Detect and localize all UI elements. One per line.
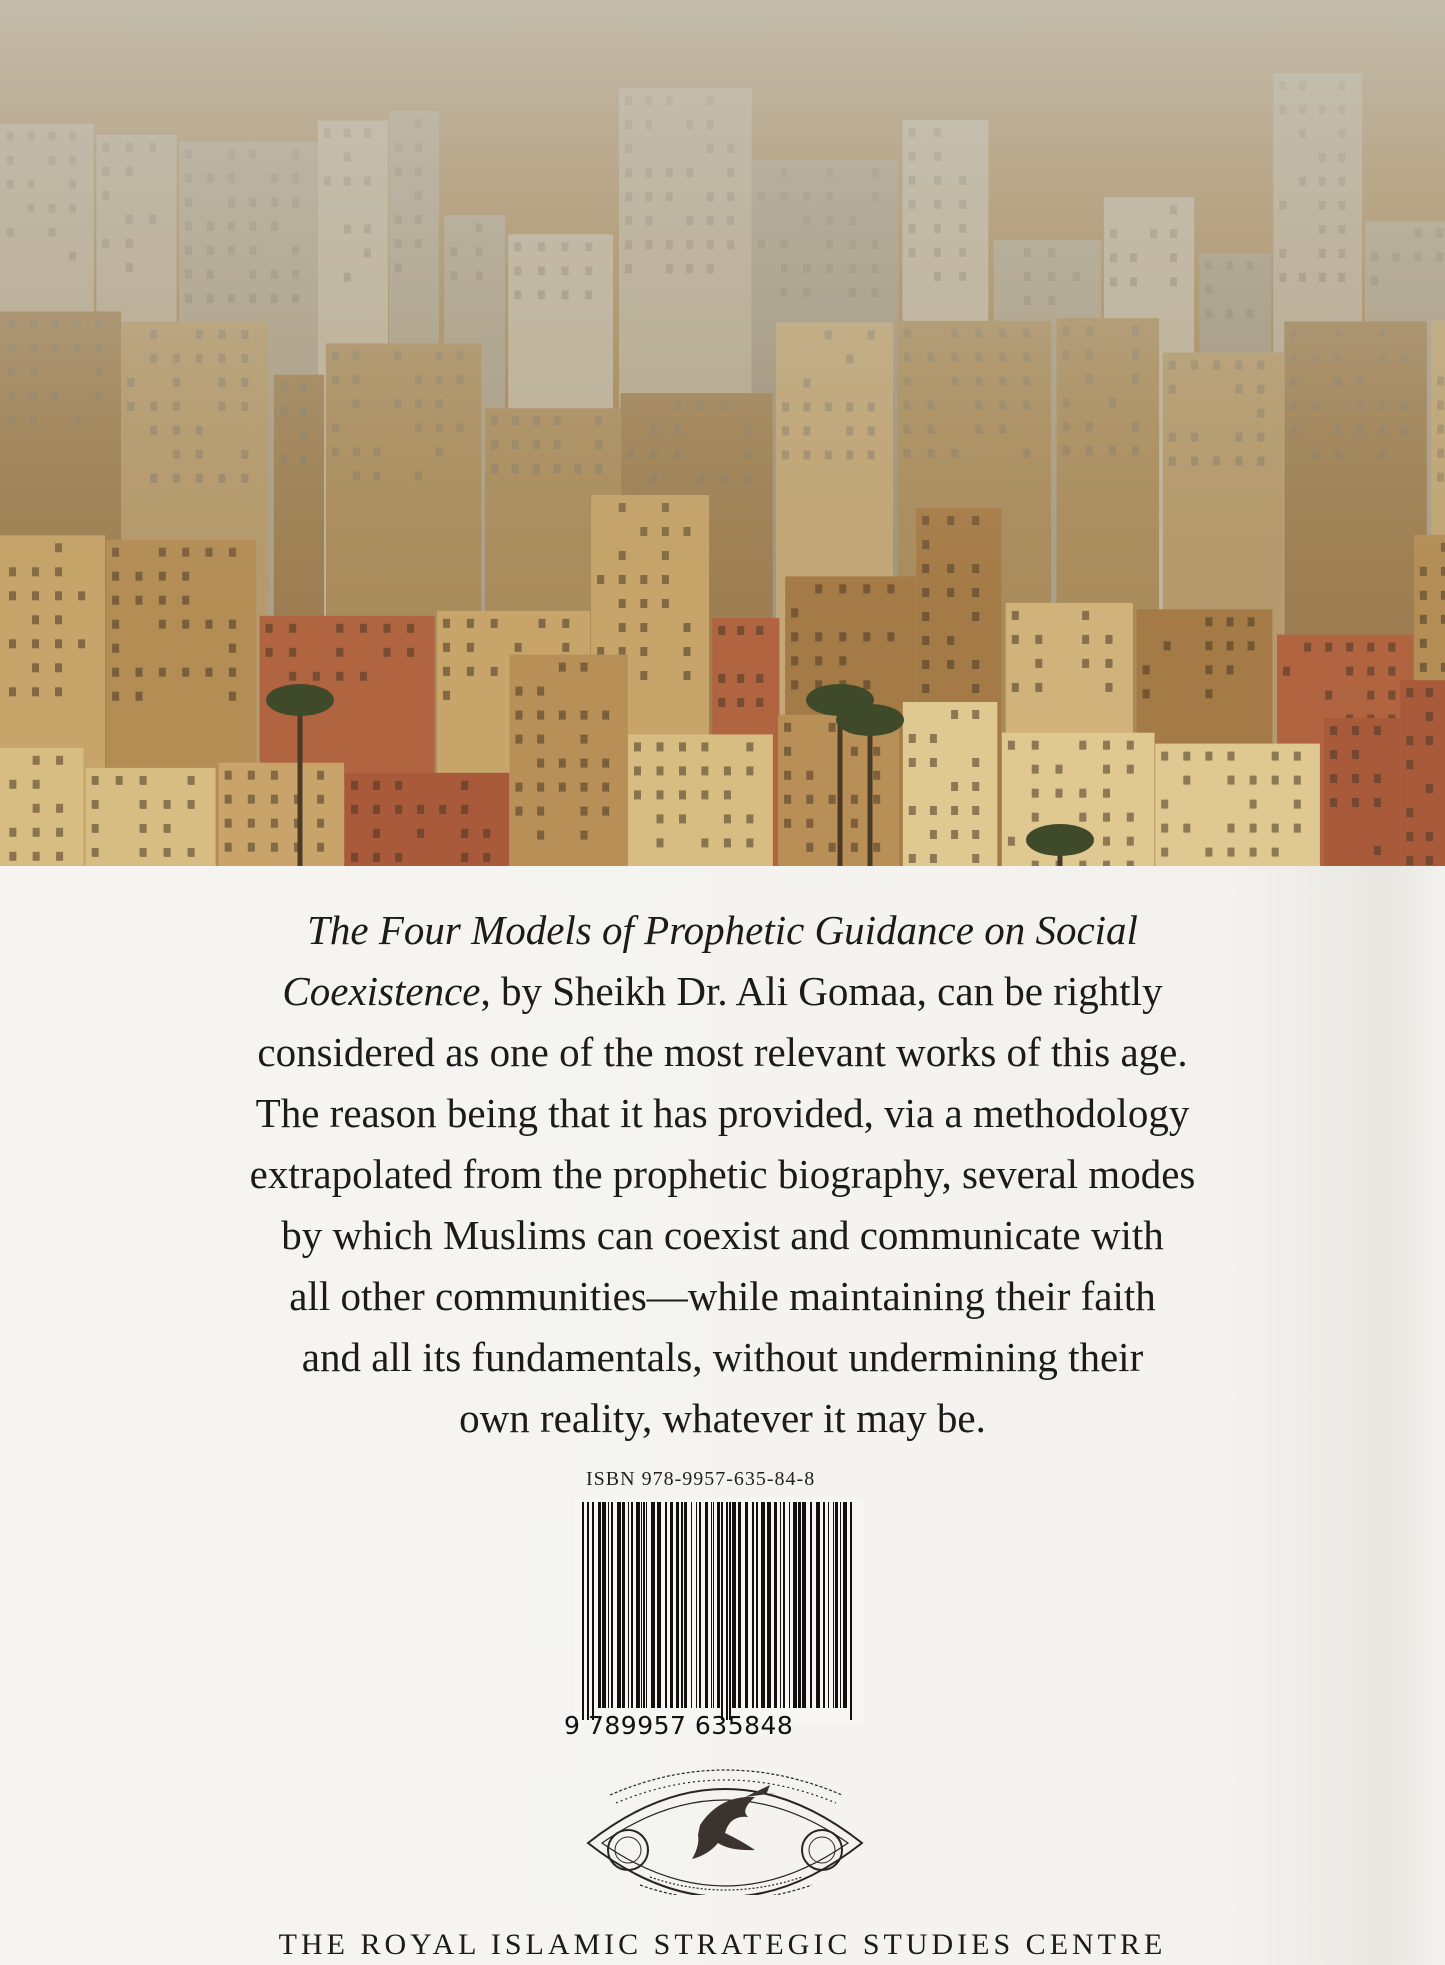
barcode-bar bbox=[699, 1502, 701, 1708]
barcode-bar bbox=[793, 1502, 797, 1708]
barcode-bar bbox=[717, 1502, 720, 1708]
barcode-bar bbox=[752, 1502, 754, 1708]
blurb-line-6: by which Muslims can coexist and communicate with bbox=[281, 1212, 1164, 1258]
blurb-line-8: and all its fundamentals, without undermining their bbox=[301, 1334, 1144, 1380]
cityscape-photo bbox=[0, 0, 1445, 866]
barcode-bar bbox=[761, 1502, 765, 1708]
barcode bbox=[574, 1498, 864, 1723]
blurb-line-5: extrapolated from the prophetic biography, several modes bbox=[249, 1151, 1196, 1197]
blurb-line-3: considered as one of the most relevant works of this age. bbox=[257, 1029, 1188, 1075]
isbn-label: ISBN 978-9957-635-84-8 bbox=[586, 1468, 816, 1490]
barcode-bar bbox=[705, 1502, 708, 1708]
barcode-bar bbox=[670, 1502, 673, 1708]
barcode-bar bbox=[657, 1502, 661, 1708]
publisher-name: THE ROYAL ISLAMIC STRATEGIC STUDIES CENTRE bbox=[278, 1928, 1167, 1961]
barcode-bar bbox=[823, 1502, 825, 1708]
barcode-bar bbox=[622, 1502, 625, 1708]
barcode-bar bbox=[810, 1502, 812, 1708]
blurb-line-1 bbox=[150, 900, 1295, 961]
barcode-bar bbox=[780, 1502, 781, 1708]
barcode-bar bbox=[833, 1502, 834, 1708]
barcode-bar bbox=[843, 1502, 847, 1708]
barcode-bar bbox=[592, 1502, 594, 1720]
barcode-digits: 789957 635848 bbox=[588, 1711, 794, 1740]
barcode-bar bbox=[641, 1502, 642, 1708]
barcode-bar bbox=[726, 1502, 728, 1720]
barcode-bar bbox=[738, 1502, 741, 1708]
barcode-bar bbox=[643, 1502, 645, 1708]
barcode-bar bbox=[802, 1502, 806, 1708]
barcode-bar bbox=[651, 1502, 655, 1708]
barcode-bar bbox=[732, 1502, 736, 1708]
cityscape-image bbox=[0, 0, 1445, 866]
barcode-first-digit: 9 bbox=[564, 1711, 580, 1740]
blurb-line-2-text: , by Sheikh Dr. Ali Gomaa, can be rightly bbox=[480, 968, 1163, 1014]
barcode-bar bbox=[628, 1502, 629, 1708]
barcode-bar bbox=[587, 1502, 589, 1720]
book-title-part-1: The Four Models of Prophetic Guidance on Social bbox=[307, 907, 1138, 953]
barcode-bar bbox=[850, 1502, 852, 1720]
barcode-bar bbox=[636, 1502, 640, 1708]
blurb-line-4: The reason being that it has provided, via a methodology bbox=[255, 1090, 1190, 1136]
barcode-bar bbox=[608, 1502, 609, 1708]
barcode-bar bbox=[684, 1502, 687, 1708]
barcode-bar bbox=[617, 1502, 621, 1708]
barcode-bar bbox=[774, 1502, 777, 1708]
barcode-bar bbox=[745, 1502, 748, 1708]
barcode-bar bbox=[721, 1502, 723, 1720]
book-title-part-2: Coexistence bbox=[282, 968, 481, 1014]
barcode-bar bbox=[789, 1502, 790, 1708]
barcode-bar bbox=[598, 1502, 601, 1708]
barcode-bar bbox=[756, 1502, 758, 1708]
barcode-bar bbox=[691, 1502, 692, 1708]
barcode-bar bbox=[798, 1502, 801, 1708]
barcode-bar bbox=[665, 1502, 667, 1708]
barcode-bar bbox=[582, 1502, 584, 1720]
barcode-bar bbox=[816, 1502, 820, 1708]
barcode-bar bbox=[713, 1502, 714, 1708]
barcode-bar bbox=[828, 1502, 829, 1708]
barcode-bar bbox=[611, 1502, 613, 1708]
barcode-bar bbox=[783, 1502, 785, 1708]
barcode-bar bbox=[729, 1502, 731, 1720]
barcode-bar bbox=[840, 1502, 841, 1708]
barcode-bar bbox=[681, 1502, 683, 1708]
barcode-bar bbox=[696, 1502, 697, 1708]
blurb-line-7: all other communities—while maintaining their faith bbox=[289, 1273, 1156, 1319]
barcode-bar bbox=[835, 1502, 838, 1708]
barcode-bar bbox=[676, 1502, 679, 1708]
barcode-bar bbox=[646, 1502, 647, 1708]
publisher-seal-logo bbox=[580, 1755, 870, 1895]
blurb-line-9: own reality, whatever it may be. bbox=[459, 1395, 986, 1441]
barcode-bar bbox=[602, 1502, 606, 1708]
barcode-bar bbox=[767, 1502, 771, 1708]
book-description bbox=[150, 900, 1295, 1449]
blurb-line-2 bbox=[150, 961, 1295, 1022]
barcode-bar bbox=[711, 1502, 712, 1708]
barcode-bar bbox=[631, 1502, 633, 1708]
